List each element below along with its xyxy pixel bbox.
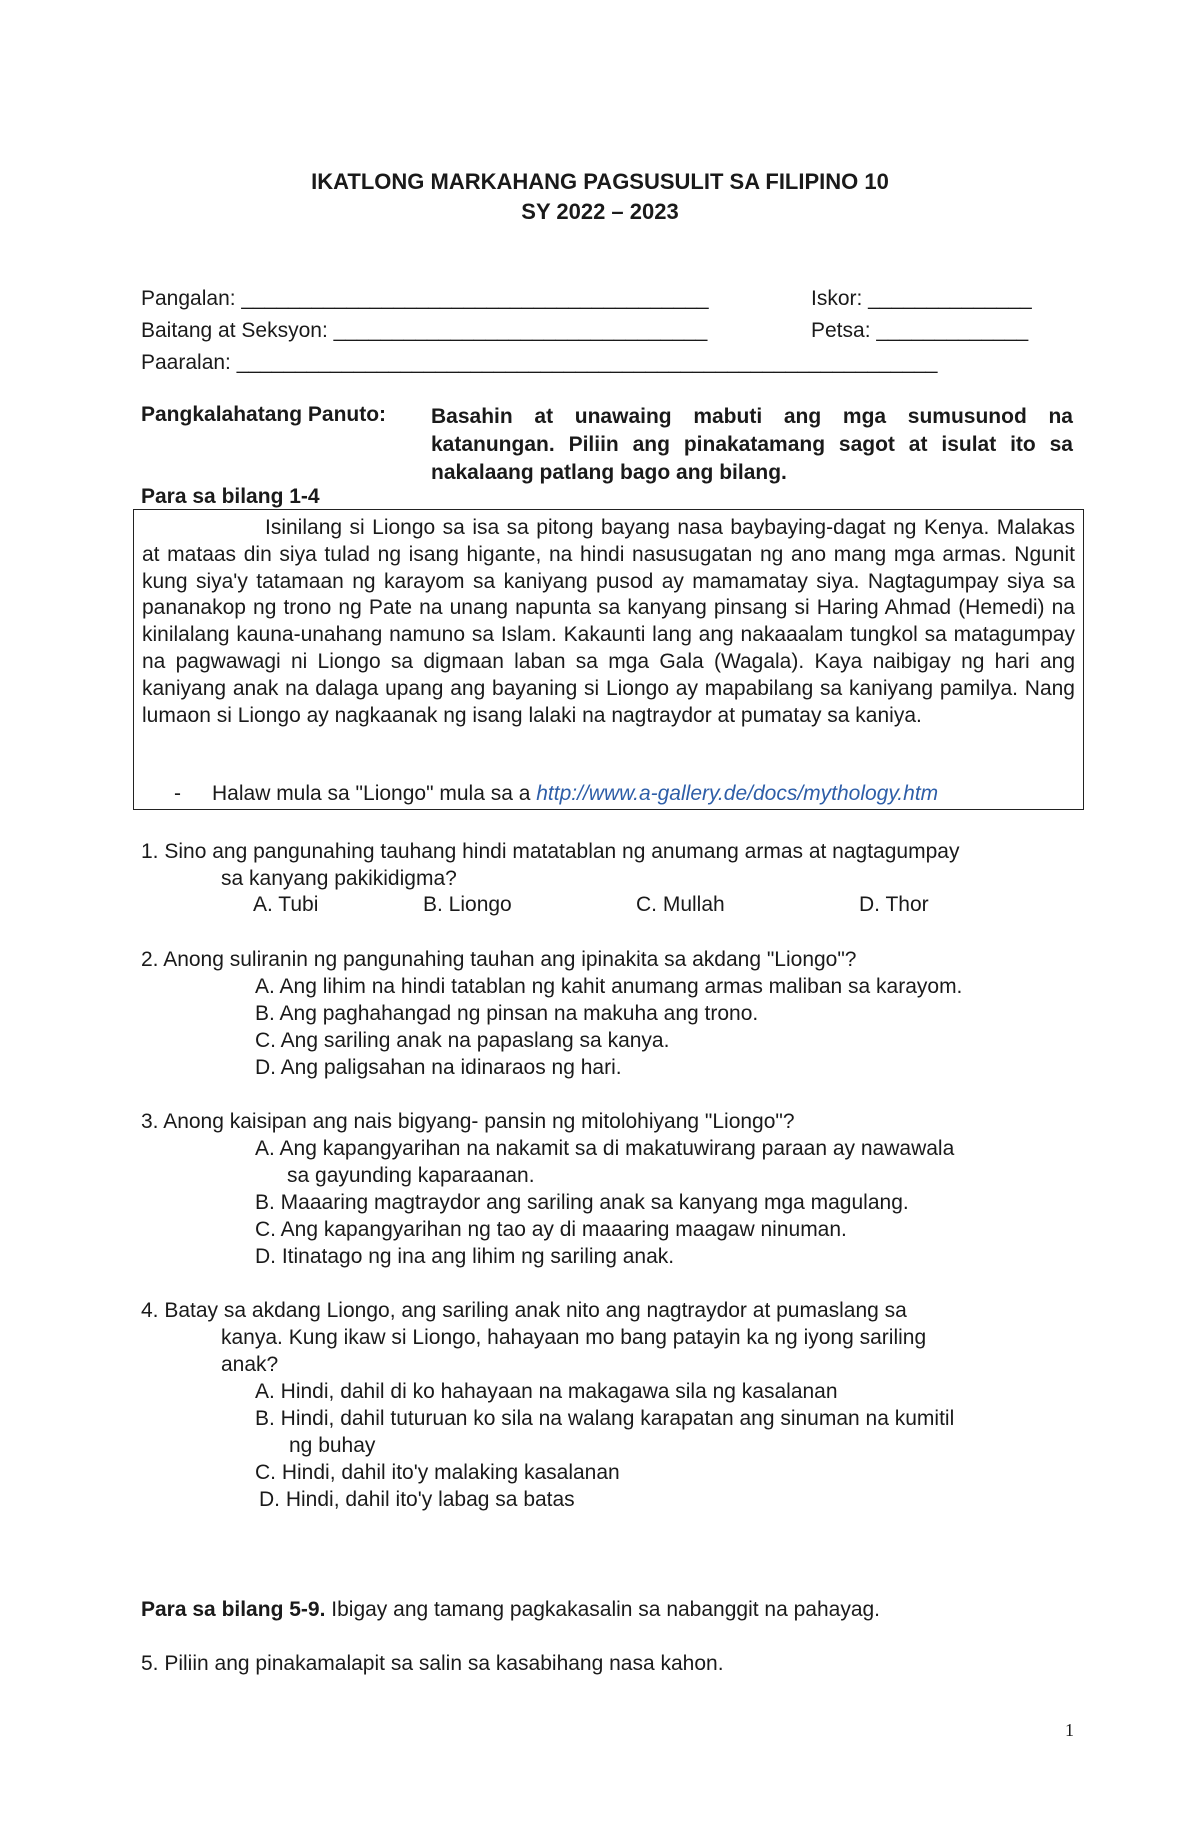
grade-section-field: Baitang at Seksyon: ________________________________	[141, 319, 708, 342]
section2-text: Ibigay ang tamang pagkakasalin sa nabanggit na pahayag.	[331, 1598, 881, 1621]
score-field: Iskor: ______________	[811, 287, 1032, 310]
q4-text-cont2: anak?	[221, 1353, 279, 1376]
exam-title: IKATLONG MARKAHANG PAGSUSULIT SA FILIPINO 10	[311, 169, 889, 194]
instructions-text: Basahin at unawaing mabuti ang mga sumusunod na katanungan. Piliin ang pinakatamang sagot at isulat ito sa nakalaang patlang bago ang bilang.	[431, 405, 1073, 484]
q4-choice-b: B. Hindi, dahil tuturuan ko sila na walang karapatan ang sinuman na kumitil	[255, 1407, 955, 1430]
q3-choice-a: A. Ang kapangyarihan na nakamit sa di makatuwirang paraan ay nawawala	[255, 1137, 955, 1160]
q1-choice-a: A. Tubi	[253, 893, 319, 916]
q4-choice-b-cont: ng buhay	[289, 1434, 376, 1457]
passage-source	[174, 782, 938, 806]
q3-choice-b: B. Maaaring magtraydor ang sariling anak sa kanyang mga magulang.	[255, 1191, 909, 1214]
section1-label: Para sa bilang 1-4	[141, 485, 320, 508]
q1-text: 1. Sino ang pangunahing tauhang hindi matatablan ng anumang armas at nagtagumpay	[141, 840, 960, 863]
name-field: Pangalan: ________________________________________	[141, 287, 709, 310]
source-link[interactable]: http://www.a-gallery.de/docs/mythology.htm	[536, 782, 939, 805]
q2-choice-b: B. Ang paghahangad ng pinsan na makuha ang trono.	[255, 1002, 759, 1025]
q4-choice-a: A. Hindi, dahil di ko hahayaan na makagawa sila ng kasalanan	[255, 1380, 838, 1403]
section2-heading	[141, 1597, 880, 1623]
q1-choice-d: D. Thor	[859, 893, 929, 916]
instructions-label: Pangkalahatang Panuto:	[141, 403, 387, 426]
q3-choice-d: D. Itinatago ng ina ang lihim ng sariling anak.	[255, 1245, 675, 1268]
q5-text: 5. Piliin ang pinakamalapit sa salin sa kasabihang nasa kahon.	[141, 1652, 724, 1675]
q2-text: 2. Anong suliranin ng pangunahing tauhan ang ipinakita sa akdang "Liongo"?	[141, 948, 857, 971]
q3-choice-c: C. Ang kapangyarihan ng tao ay di maaaring maagaw ninuman.	[255, 1218, 847, 1241]
date-field: Petsa: _____________	[811, 319, 1029, 342]
q2-choice-a: A. Ang lihim na hindi tatablan ng kahit anumang armas maliban sa karayom.	[255, 975, 963, 998]
q3-text: 3. Anong kaisipan ang nais bigyang- pansin ng mitolohiyang "Liongo"?	[141, 1110, 795, 1133]
q2-choice-d: D. Ang paligsahan na idinaraos ng hari.	[255, 1056, 622, 1079]
q2-choice-c: C. Ang sariling anak na papaslang sa kanya.	[255, 1029, 670, 1052]
passage-box	[133, 509, 1084, 810]
page-number: 1	[1065, 1720, 1074, 1740]
q1-choice-c: C. Mullah	[636, 893, 725, 916]
q4-choice-d: D. Hindi, dahil ito'y labag sa batas	[259, 1488, 575, 1511]
section2-label: Para sa bilang 5-9.	[141, 1598, 326, 1621]
q4-choice-c: C. Hindi, dahil ito'y malaking kasalanan	[255, 1461, 620, 1484]
school-year: SY 2022 – 2023	[521, 199, 679, 224]
school-field: Paaralan: ____________________________________________________________	[141, 351, 938, 374]
passage-text: Isinilang si Liongo sa isa sa pitong bayang nasa baybaying-dagat ng Kenya. Malakas at mataas din siya tulad ng isang higante, na hindi nasusugatan ng ano mang mga armas. Ngunit kung siya'y tatamaan ng karayom sa kaniyang pusod ay mamamatay siya. Nagtagumpay siya sa pananakop ng trono ng Pate na unang napunta sa kanyang pinsang si Haring Ahmad (Hemedi) na kinilalang kauna-unahang namuno sa Islam. Kakaunti lang ang nakaaalam tungkol sa matagumpay na pagwawagi ni Liongo sa digmaan laban sa mga Gala (Wagala). Kaya naibigay ng hari ang kaniyang anak na dalaga upang ang bayaning si Liongo ay mapabilang sa kaniyang pamilya. Nang lumaon si Liongo ay nagkaanak ng isang lalaki na nagtraydor at pumatay sa kaniya.	[142, 516, 1075, 727]
source-dash: -	[174, 782, 181, 805]
source-prefix: Halaw mula sa "Liongo" mula sa a	[212, 782, 531, 805]
q4-text: 4. Batay sa akdang Liongo, ang sariling anak nito ang nagtraydor at pumaslang sa	[141, 1299, 907, 1322]
q3-choice-a-cont: sa gayunding kaparaanan.	[287, 1164, 535, 1187]
q1-text-cont: sa kanyang pakikidigma?	[221, 867, 457, 890]
q4-text-cont: kanya. Kung ikaw si Liongo, hahayaan mo bang patayin ka ng iyong sariling	[221, 1326, 927, 1349]
q1-choice-b: B. Liongo	[423, 893, 512, 916]
